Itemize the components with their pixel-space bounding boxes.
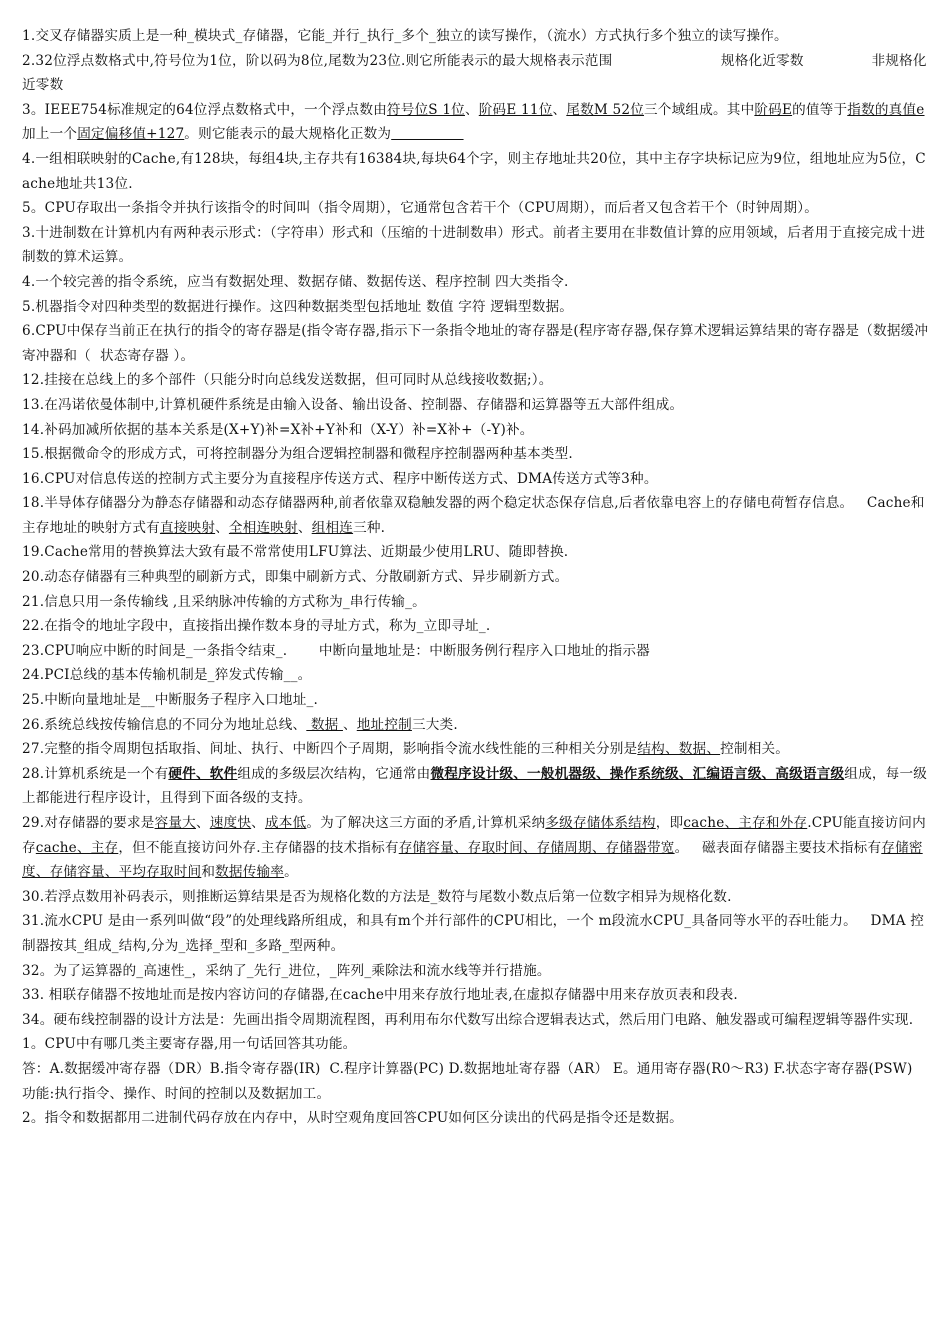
paragraph — [22, 737, 932, 762]
paragraph — [22, 319, 932, 368]
text-run: 答：A.数据缓冲寄存器（DR）B.指令寄存器(IR) C.程序计算器(PC) D.数据地址寄存器（AR） E。通用寄存器(R0～R3) F.状态字寄存器(PSW) — [22, 1060, 913, 1077]
text-run: 29.对存储器的要求是 — [22, 815, 155, 831]
emphasized-text: cache、主存和外存 — [683, 815, 808, 831]
paragraph — [22, 24, 932, 49]
text-run: 组成的多级层次结构，它通常由 — [237, 765, 431, 782]
paragraph — [22, 49, 932, 98]
text-run: 功能:执行指令、操作、时间的控制以及数据加工。 — [22, 1085, 331, 1102]
text-run: 25.中断向量地址是__中断服务子程序入口地址_. — [22, 692, 319, 709]
text-run: 。则它能表示的最大规格化正数为 — [184, 126, 392, 143]
paragraph — [22, 368, 932, 393]
emphasized-text: 硬件、软件 — [168, 765, 238, 782]
text-run: 32。为了运算器的_高速性_，采纳了_先行_进位，_阵列_乘除法和流水线等并行措施。 — [22, 962, 551, 979]
emphasized-text: 容量大 — [154, 815, 196, 831]
text-run: 16.CPU对信息传送的控制方式主要分为直接程序传送方式、程序中断传送方式、DMA传送方式等3种。 — [22, 470, 658, 487]
text-run: ，即 — [655, 815, 684, 831]
emphasized-text: 直接映射 — [159, 519, 216, 536]
text-run: 13.在冯诺依曼体制中,计算机硬件系统是由输入设备、输出设备、控制器、存储器和运算器等五大部件组成。 — [22, 396, 684, 413]
text-run: 12.挂接在总线上的多个部件（只能分时向总线发送数据，但可同时从总线接收数据;）。 — [22, 372, 553, 389]
emphasized-text: 阶码E 11位 — [478, 101, 553, 118]
paragraph — [22, 467, 932, 492]
text-run: 三个域组成。其中 — [644, 101, 755, 118]
text-run: 、 — [195, 815, 210, 831]
paragraph — [22, 959, 932, 984]
text-run: 、 — [342, 716, 357, 733]
text-run: 33. 相联存储器不按地址而是按内容访问的存储器,在cache中用来存放行地址表,在虚拟存储器中用来存放页表和段表. — [22, 987, 738, 1004]
paragraph — [22, 663, 932, 688]
emphasized-text: 组相连 — [311, 519, 354, 536]
emphasized-text: 存储密度、存储容量、平均存取时间 — [22, 839, 923, 881]
paragraph — [22, 442, 932, 467]
paragraph — [22, 688, 932, 713]
paragraph — [22, 98, 932, 147]
text-run: 28.计算机系统是一个有 — [22, 765, 169, 782]
text-run: 24.PCI总线的基本传输机制是_猝发式传输__。 — [22, 667, 312, 684]
emphasized-text: 固定偏移值+127 — [77, 126, 185, 143]
text-run: 3.十进制数在计算机内有两种表示形式：（字符串）形式和（压缩的十进制数串）形式。前者主要用在非数值计算的应用领域，后者用于直接完成十进制数的算术运算。 — [22, 224, 926, 266]
paragraph — [22, 221, 932, 270]
text-run: 5。CPU存取出一条指令并执行该指令的时间叫（指令周期），它通常包含若干个（CPU周期），而后者又包含若干个（时钟周期）。 — [22, 200, 819, 217]
text-run: 、 — [464, 101, 479, 118]
text-run: 。 磁表面存储器主要技术指标有 — [674, 839, 882, 856]
text-run: 34。硬布线控制器的设计方法是：先画出指令周期流程图，再利用布尔代数写出综合逻辑表达式，然后用门电路、触发器或可编程逻辑等器件实现. — [22, 1011, 914, 1028]
emphasized-text: 存储容量、存取时间、存储周期、存储器带宽 — [398, 839, 675, 856]
text-run: 控制相关。 — [720, 741, 790, 758]
paragraph — [22, 565, 932, 590]
paragraph — [22, 540, 932, 565]
document-body — [22, 24, 932, 1131]
text-run: 3。IEEE754标准规定的64位浮点数格式中，一个浮点数由 — [22, 101, 387, 118]
text-run: 19.Cache常用的替换算法大致有最不常常使用LFU算法、近期最少使用LRU、随即替换. — [22, 544, 569, 561]
text-run: 22.在指令的地址字段中，直接指出操作数本身的寻址方式，称为_立即寻址_. — [22, 618, 491, 635]
text-run: 、 — [215, 519, 229, 536]
text-run: 5.机器指令对四种类型的数据进行操作。这四种数据类型包括地址 数值 字符 逻辑型数据。 — [22, 298, 574, 315]
paragraph — [22, 147, 932, 196]
paragraph — [22, 639, 932, 664]
text-run: 20.动态存储器有三种典型的刷新方式，即集中刷新方式、分散刷新方式、异步刷新方式。 — [22, 569, 569, 586]
paragraph — [22, 590, 932, 615]
emphasized-text: 结构、数据、 — [637, 741, 721, 758]
emphasized-text: 成本低 — [264, 815, 307, 831]
paragraph — [22, 1032, 932, 1057]
paragraph — [22, 270, 932, 295]
text-run: 15.根据微命令的形成方式，可将控制器分为组合逻辑控制器和微程序控制器两种基本类型. — [22, 446, 573, 463]
paragraph — [22, 1008, 932, 1033]
emphasized-text — [391, 126, 463, 142]
text-run: 26.系统总线按传输信息的不同分为地址总线、 — [22, 716, 307, 733]
paragraph — [22, 1106, 932, 1131]
emphasized-text: 指数的真值e — [847, 101, 925, 118]
text-run: 、 — [297, 519, 312, 536]
paragraph — [22, 491, 932, 540]
emphasized-text: 全相连映射 — [228, 519, 298, 536]
paragraph — [22, 418, 932, 443]
paragraph — [22, 614, 932, 639]
text-run: 2。指令和数据都用二进制代码存放在内存中，从时空观角度回答CPU如何区分读出的代码是指令还是数据。 — [22, 1110, 683, 1127]
text-run: 三大类. — [411, 716, 458, 733]
text-run: 23.CPU响应中断的时间是_一条指令结束_. 中断向量地址是：中断服务例行程序入口地址的指示器 — [22, 642, 650, 659]
text-run: 4.一组相联映射的Cache,有128块，每组4块,主存共有16384块,每块64个字，则主存地址共20位，其中主存字块标记应为9位，组地址应为5位，Cache地址共13位. — [22, 150, 926, 192]
paragraph — [22, 909, 932, 958]
paragraph — [22, 713, 932, 738]
text-run: 6.CPU中保存当前正在执行的指令的寄存器是(指令寄存器,指示下一条指令地址的寄存器是(程序寄存器,保存算术逻辑运算结果的寄存器是（数据缓冲寄冲器和（ 状态寄存器 ）。 — [22, 323, 929, 364]
emphasized-text: 数据 — [306, 716, 343, 733]
paragraph — [22, 1057, 932, 1082]
text-run: 18.半导体存储器分为静态存储器和动态存储器两种,前者依靠双稳触发器的两个稳定状态保存信息,后者依靠电容上的存储电荷暂存信息。 Cache和主存地址的映射方式有 — [22, 495, 925, 536]
text-run: 。 — [284, 864, 298, 881]
emphasized-text: 微程序设计级、一般机器级、操作系统级、汇编语言级、高级语言级 — [430, 765, 845, 782]
paragraph — [22, 811, 932, 885]
text-run: 和 — [201, 864, 216, 881]
text-run: 27.完整的指令周期包括取指、间址、执行、中断四个子周期，影响指令流水线性能的三种相关分别是 — [22, 741, 638, 758]
paragraph — [22, 983, 932, 1008]
text-run: 4.一个较完善的指令系统，应当有数据处理、数据存储、数据传送、程序控制 四大类指令. — [22, 273, 569, 290]
emphasized-text: 符号位S 1位 — [386, 101, 465, 118]
emphasized-text: 阶码E — [754, 101, 793, 118]
paragraph — [22, 1082, 932, 1107]
paragraph — [22, 196, 932, 221]
text-run: 14.补码加减所依据的基本关系是(X+Y)补=X补+Y补和（X-Y）补=X补+（-Y)补。 — [22, 421, 534, 438]
text-run: 三种. — [353, 519, 386, 536]
text-run: 、 — [552, 101, 567, 118]
text-run: 1。CPU中有哪几类主要寄存器,用一句话回答其功能。 — [22, 1036, 357, 1053]
emphasized-text: 尾数M 52位 — [566, 101, 645, 118]
paragraph — [22, 762, 932, 811]
text-run: 30.若浮点数用补码表示，则推断运算结果是否为规格化数的方法是_数符与尾数小数点后第一位数字相异为规格化数. — [22, 888, 732, 905]
text-run: 31.流水CPU 是由一系列叫做“段”的处理线路所组成，和具有m个并行部件的CPU相比，一个 m段流水CPU_具备同等水平的吞吐能力。 DMA 控制器按其_组成_结构,分为_选择_型和_多路_型两种。 — [22, 913, 925, 954]
emphasized-text: 数据传输率 — [215, 864, 285, 881]
emphasized-text: 速度快 — [209, 815, 252, 831]
text-run: 1.交叉存储器实质上是一种_模块式_存储器，它能_并行_执行_多个_独立的读写操作，（流水）方式执行多个独立的读写操作。 — [22, 28, 788, 44]
text-run: 加上一个 — [22, 126, 78, 143]
text-run: 组成，每一级上都能进行程序设计，且得到下面各级的支持。 — [22, 765, 928, 807]
text-run: 21.信息只用一条传输线 ,且采纳脉冲传输的方式称为_串行传输_。 — [22, 593, 426, 610]
paragraph — [22, 295, 932, 320]
paragraph — [22, 393, 932, 418]
text-run: 2.32位浮点数格式中,符号位为1位，阶以码为8位,尾数为23位.则它所能表示的最大规格表示范围 规格化近零数 非规格化近零数 — [22, 52, 927, 94]
text-run: .CPU能直接访问内存 — [22, 815, 926, 856]
emphasized-text: 地址控制 — [356, 716, 412, 733]
text-run: 。为了解决这三方面的矛盾,计算机采纳 — [306, 815, 546, 831]
paragraph — [22, 885, 932, 910]
text-run: 的值等于 — [792, 101, 848, 118]
emphasized-text: 多级存储体系结构 — [545, 815, 656, 831]
text-run: 、 — [251, 815, 265, 831]
emphasized-text: cache、主存 — [35, 839, 119, 856]
text-run: ，但不能直接访问外存.主存储器的技术指标有 — [118, 839, 399, 856]
